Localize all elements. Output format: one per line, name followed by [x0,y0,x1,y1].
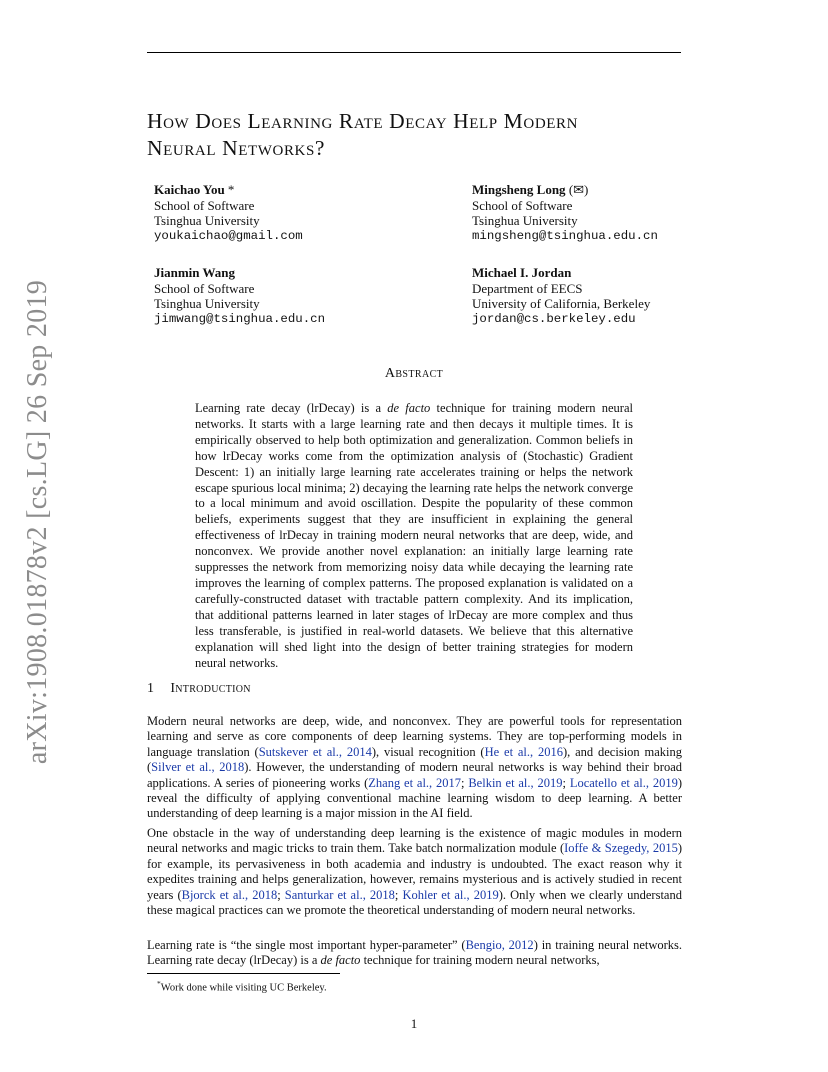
author-name: Jianmin Wang [154,265,236,280]
paragraph-text: ), visual recognition ( [371,744,485,759]
author-block [472,265,650,327]
citation-link[interactable]: Ioffe & Szegedy, 2015 [564,841,678,856]
author-affiliation: Tsinghua University [472,213,578,228]
abstract-body [195,401,633,671]
abstract-heading: Abstract [384,366,444,381]
author-block [472,182,658,244]
abstract-text: technique for training modern neural networks. It starts with a large learning rate and then decays it multiple times. It is empirically observed to help both optimization and generalization. Common beliefs in how lrDecay works come from the optimization analysis of (Stochastic) Gradient Descent: 1) an initially large learning rate accelerates training or helps the network escape spurious local minima; 2) decaying the learning rate helps the network converge to a local minimum and avoid oscillation. Despite the popularity of these common beliefs, experiments suggest that they are insufficient in explaining the general effectiveness of lrDecay in training modern neural networks that are deep, wide, and nonconvex. We provide another novel explanation: an initially large learning rate suppresses the network from memorizing noisy data while decaying the learning rate improves the learning of complex patterns. The proposed explanation is validated on a carefully-constructed dataset with tractable pattern complexity. And its implication, that additional patterns learned in later stages of lrDecay are more complex and thus less transferable, is justified in real-world datasets. We believe that this alternative explanation will shed light into the design of better training strategies for modern neural networks. [195,401,633,670]
citation-link[interactable]: He et al., 2016 [484,744,563,759]
citation-link[interactable]: Zhang et al., 2017 [368,775,462,790]
paragraph-text: ). However, the understanding of modern neural networks is way behind their broad applications. A series of pioneering works ( [147,760,682,790]
author-block [154,265,325,327]
paragraph-text: ), and decision making ( [147,744,683,775]
abstract-text: Learning rate decay (lrDecay) is a [195,401,388,415]
author-affiliation: University of California, Berkeley [472,296,651,311]
arxiv-stamp-text: arXiv:1908.01878v2 [cs.LG] 26 Sep 2019 [22,279,53,765]
author-name: Michael I. Jordan [472,265,572,280]
top-rule [147,52,681,53]
paragraph-text: ; [277,887,285,902]
paragraph-emphasis: de facto [320,953,361,968]
paragraph-text: ; [461,775,469,790]
author-department: School of Software [154,197,255,213]
author-name-line [472,265,650,281]
author-affiliation: Tsinghua University [154,213,260,228]
citation-link[interactable]: Locatello et al., 2019 [569,775,678,790]
footnote-rule [147,973,340,974]
author-department: School of Software [472,197,573,213]
section-number: 1 [147,681,155,696]
paragraph-text: Modern neural networks are deep, wide, and nonconvex. They are powerful tools for representation learning and serve as core components of deep learning systems. They are top-performing models in language translation ( [147,714,682,759]
title-line-2: Neural Networks? [147,136,326,160]
paragraph-text: One obstacle in the way of understanding deep learning is the existence of magic modules in modern neural networks and magic tricks to train them. Take batch normalization module ( [147,826,682,856]
citation-link[interactable]: Sutskever et al., 2014 [258,744,372,759]
paragraph-text: ; [394,887,403,902]
paper-title [147,108,707,162]
section-title: Introduction [170,681,251,696]
author-department: School of Software [154,280,255,296]
citation-link[interactable]: Silver et al., 2018 [151,760,245,775]
footnote-text: Work done while visiting UC Berkeley. [160,982,327,994]
citation-link[interactable]: Kohler et al., 2019 [402,887,499,902]
author-block [154,182,303,244]
footnote [157,977,327,995]
paragraph-1 [147,714,682,822]
footnote-marker: * [157,979,161,988]
author-email: jimwang@tsinghua.edu.cn [154,311,326,326]
author-name: Kaichao You [154,182,225,197]
paragraph-2 [147,826,682,918]
author-email: youkaichao@gmail.com [154,228,303,243]
title-line-1: How Does Learning Rate Decay Help Modern [147,109,579,133]
author-name-line [154,182,303,198]
paragraph-3 [147,938,682,969]
author-name-line [472,182,658,198]
author-name: Mingsheng Long [472,182,566,197]
citation-link[interactable]: Belkin et al., 2019 [468,775,563,790]
citation-link[interactable]: Bengio, 2012 [465,938,534,952]
author-email: mingsheng@tsinghua.edu.cn [472,228,658,243]
section-heading-introduction [147,681,251,697]
paragraph-text: ; [562,775,570,790]
paragraph-text: ) reveal the difficulty of applying conventional machine learning wisdom to deep learning. A better understanding of deep learning is a major mission in the AI field. [147,775,683,821]
envelope-icon: (✉) [565,182,589,197]
footnote-marker: * [224,182,235,197]
paragraph-text: ) in training neural networks. Learning rate decay (lrDecay) is a [147,938,683,968]
citation-link[interactable]: Santurkar et al., 2018 [284,887,395,902]
author-affiliation: Tsinghua University [154,296,260,311]
citation-link[interactable]: Bjorck et al., 2018 [181,887,278,902]
page-number: 1 [410,1016,418,1031]
abstract-emphasis: de facto [387,401,431,415]
author-name-line [154,265,325,281]
paragraph-text: ) for example, its pervasiveness in both academia and industry is undoubted. The exact reason why it expedites training and helps generalization, however, remains mysterious and is actively studied in recent years ( [147,841,682,902]
author-department: Department of EECS [472,280,583,296]
author-email: jordan@cs.berkeley.edu [472,311,636,326]
paragraph-text: Learning rate is “the single most important hyper-parameter” ( [147,938,466,952]
paragraph-text: technique for training modern neural networks, [360,953,600,968]
paragraph-text: ). Only when we clearly understand these magical practices can we promote the theoretical understanding of modern neural networks. [147,887,682,918]
